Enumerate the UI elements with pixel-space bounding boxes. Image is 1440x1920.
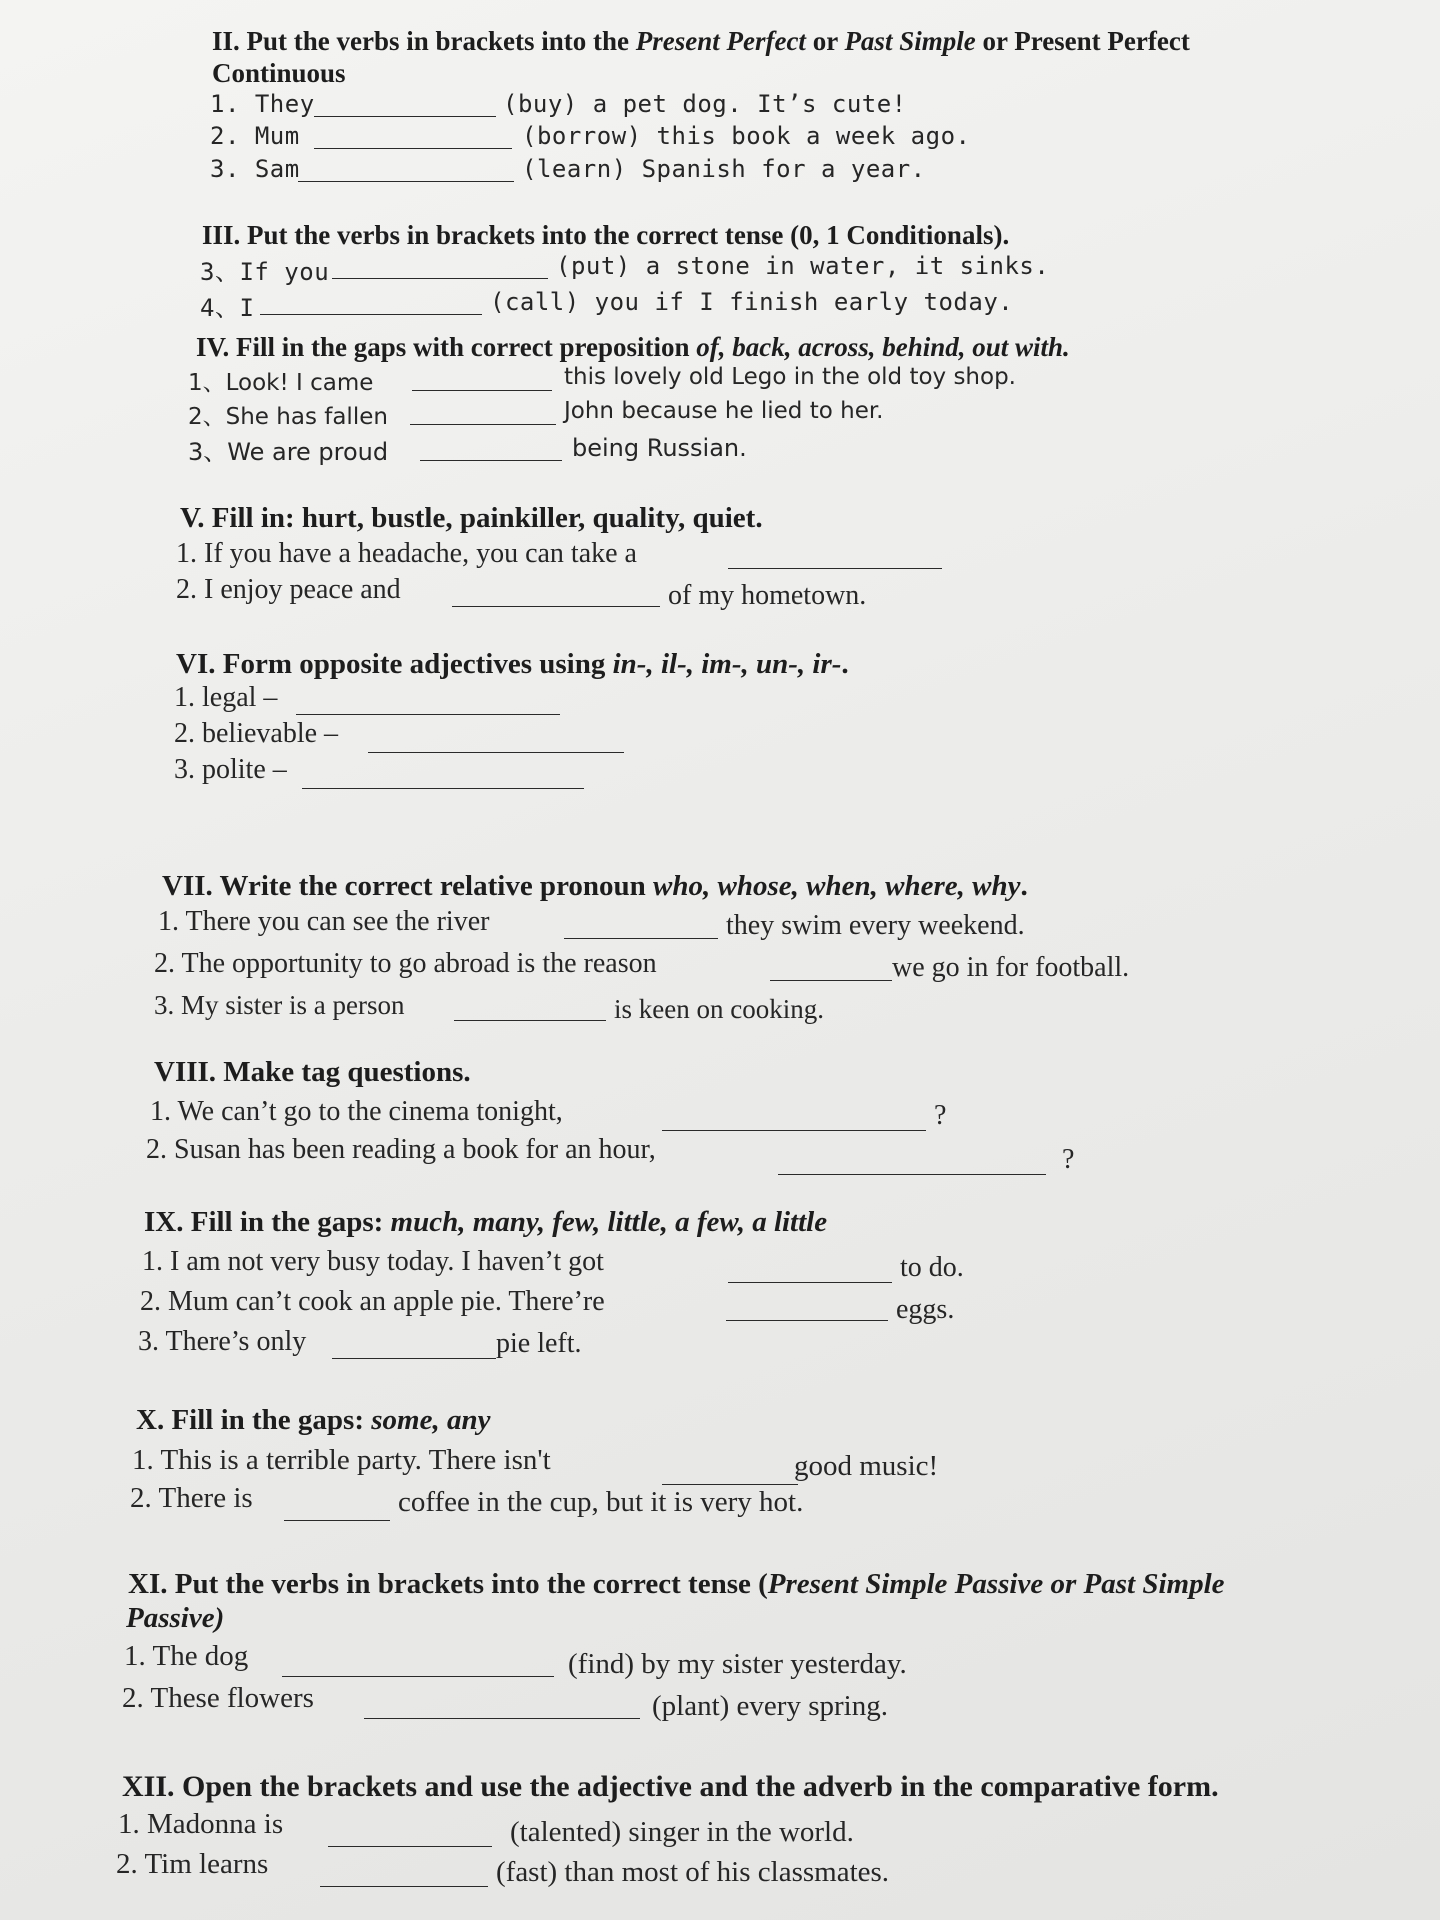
item-text: 2. Tim learns (116, 1848, 269, 1880)
item-text: eggs. (896, 1294, 955, 1325)
item-text: 2. These flowers (122, 1682, 314, 1714)
section-heading: IX. Fill in the gaps: much, many, few, little, a few, a little (144, 1206, 828, 1238)
item-text: 1. There you can see the river (158, 906, 490, 937)
item-text: (put) a stone in water, it sinks. (556, 252, 1050, 280)
section-heading: XI. Put the verbs in brackets into the correct tense (Present Simple Passive or Past Simple (128, 1568, 1225, 1600)
answer-blank[interactable] (328, 1846, 492, 1847)
item-text: 2、She has fallen (188, 404, 388, 430)
answer-blank[interactable] (452, 606, 660, 607)
exercise-item (122, 1682, 1322, 1722)
exercise-item (150, 1096, 1250, 1132)
answer-blank[interactable] (320, 1886, 488, 1887)
item-text: 2. Susan has been reading a book for an hour, (146, 1134, 656, 1165)
answer-blank[interactable] (420, 460, 562, 461)
answer-blank[interactable] (728, 568, 942, 569)
item-text: 2. The opportunity to go abroad is the reason (154, 948, 657, 979)
item-text: 4、I (200, 294, 255, 322)
answer-blank[interactable] (332, 278, 548, 279)
item-text: 3. My sister is a person (154, 990, 405, 1020)
answer-blank[interactable] (726, 1320, 888, 1321)
section-heading: VIII. Make tag questions. (154, 1056, 471, 1088)
exercise-item (142, 1246, 1342, 1282)
section-heading: XII. Open the brackets and use the adjective and the adverb in the comparative form. (122, 1770, 1219, 1803)
exercise-item (158, 906, 1358, 942)
item-text: (find) by my sister yesterday. (568, 1648, 907, 1680)
exercise-item (188, 398, 1288, 430)
exercise-item (174, 754, 974, 790)
exercise-item (200, 288, 1200, 320)
answer-blank[interactable] (728, 1282, 892, 1283)
exercise-item (200, 252, 1200, 284)
item-text: this lovely old Lego in the old toy shop. (564, 364, 1016, 390)
item-text: 2. There is (130, 1482, 253, 1514)
item-text: they swim every weekend. (726, 910, 1025, 941)
answer-blank[interactable] (564, 938, 718, 939)
section-heading-cont: Passive) (126, 1602, 225, 1634)
item-text: (borrow) this book a week ago. (522, 122, 971, 150)
item-text: 3、If you (200, 258, 330, 286)
item-text: pie left. (496, 1328, 582, 1359)
item-text: we go in for football. (892, 952, 1130, 983)
item-text: 1. This is a terrible party. There isn't (132, 1444, 551, 1476)
item-text: 1. The dog (124, 1640, 249, 1672)
item-text: 1. I am not very busy today. I haven’t got (142, 1246, 604, 1277)
item-text: 2. Mum (210, 122, 300, 150)
answer-blank[interactable] (314, 148, 512, 149)
exercise-item (154, 990, 1154, 1026)
item-text: 2. I enjoy peace and (176, 574, 401, 605)
item-text: ? (1062, 1144, 1075, 1175)
exercise-item (210, 90, 1210, 122)
exercise-item (154, 948, 1404, 984)
section-heading: IV. Fill in the gaps with correct preposition of, back, across, behind, out with. (196, 332, 1070, 362)
item-text: being Russian. (572, 434, 747, 462)
section-heading: VI. Form opposite adjectives using in-, il-, im-, un-, ir-. (176, 648, 849, 680)
item-text: John because he lied to her. (564, 398, 884, 424)
item-text: 1、Look! I came (188, 370, 374, 396)
section-heading: III. Put the verbs in brackets into the correct tense (0, 1 Conditionals). (202, 220, 1010, 250)
item-text: 1. We can’t go to the cinema tonight, (150, 1096, 563, 1127)
item-text: 3. There’s only (138, 1326, 307, 1357)
answer-blank[interactable] (364, 1718, 640, 1719)
exercise-item (174, 682, 974, 718)
answer-blank[interactable] (412, 390, 552, 391)
section-heading: V. Fill in: hurt, bustle, painkiller, quality, quiet. (180, 502, 763, 534)
exercise-item (118, 1808, 1318, 1848)
item-text: 1. If you have a headache, you can take a (176, 538, 637, 569)
item-text: 3、We are proud (188, 438, 389, 466)
item-text: (talented) singer in the world. (510, 1816, 854, 1848)
item-text: to do. (900, 1252, 964, 1283)
item-text: (learn) Spanish for a year. (522, 155, 926, 183)
exercise-item (210, 122, 1210, 154)
item-text: is keen on cooking. (614, 994, 824, 1024)
exercise-item (124, 1640, 1324, 1680)
answer-blank[interactable] (410, 424, 556, 425)
item-text: coffee in the cup, but it is very hot. (398, 1486, 804, 1518)
exercise-item (130, 1482, 1330, 1522)
item-text: 2. Mum can’t cook an apple pie. There’re (140, 1286, 605, 1317)
item-text: of my hometown. (668, 580, 867, 611)
exercise-item (138, 1326, 1138, 1362)
section-heading: II. Put the verbs in brackets into the Present Perfect or Past Simple or Present Perfect (212, 26, 1190, 56)
item-text: 1. Madonna is (118, 1808, 284, 1840)
item-text: (call) you if I finish early today. (490, 288, 1014, 316)
item-text: ? (934, 1100, 947, 1131)
exercise-item (140, 1286, 1340, 1326)
answer-blank[interactable] (314, 116, 496, 117)
exercise-item (188, 364, 1288, 396)
exercise-item (132, 1444, 1332, 1484)
answer-blank[interactable] (332, 1358, 496, 1359)
answer-blank[interactable] (296, 714, 560, 715)
answer-blank[interactable] (368, 752, 624, 753)
item-text: 2. believable – (174, 718, 339, 749)
answer-blank[interactable] (284, 1520, 390, 1521)
exercise-item (176, 538, 1276, 574)
exercise-item (210, 155, 1210, 187)
answer-blank[interactable] (302, 788, 584, 789)
section-heading-cont: Continuous (212, 58, 346, 88)
answer-blank[interactable] (770, 980, 892, 981)
item-text: (fast) than most of his classmates. (496, 1856, 890, 1888)
answer-blank[interactable] (282, 1676, 554, 1677)
item-text: (buy) a pet dog. It’s cute! (503, 90, 907, 118)
item-text: 1. They (210, 90, 315, 118)
item-text: 3. Sam (210, 155, 300, 183)
exercise-item (176, 574, 1276, 610)
section-heading: VII. Write the correct relative pronoun who, whose, when, where, why. (162, 870, 1028, 902)
answer-blank[interactable] (778, 1174, 1046, 1175)
item-text: good music! (794, 1450, 939, 1482)
answer-blank[interactable] (454, 1020, 606, 1021)
item-text: 3. polite – (174, 754, 287, 785)
item-text: (plant) every spring. (652, 1690, 888, 1722)
exercise-item (146, 1134, 1346, 1175)
item-text: 1. legal – (174, 682, 278, 713)
answer-blank[interactable] (260, 314, 482, 315)
answer-blank[interactable] (298, 181, 514, 182)
exercise-item (116, 1848, 1316, 1888)
exercise-item (174, 718, 974, 754)
answer-blank[interactable] (662, 1130, 926, 1131)
section-heading: X. Fill in the gaps: some, any (136, 1404, 491, 1436)
exercise-item (188, 432, 1288, 464)
